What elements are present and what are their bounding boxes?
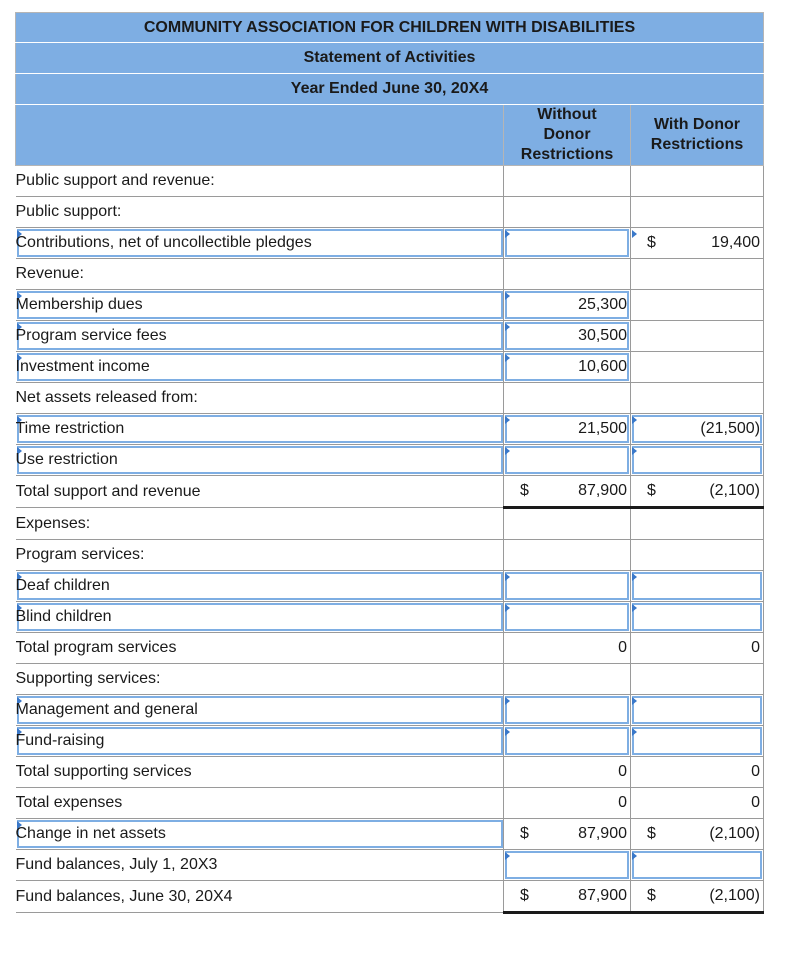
header-period-row — [16, 74, 764, 105]
cell-with-restrictions: $ (2,100) — [631, 476, 764, 508]
cell-with-restrictions: $ (2,100) — [631, 819, 764, 850]
cell-without-restrictions: $ 87,900 — [504, 881, 631, 913]
table-row — [16, 664, 764, 695]
table-row — [16, 445, 764, 476]
cell-without-restrictions: $ 87,900 — [504, 819, 631, 850]
cell-with-restrictions: 0 — [631, 633, 764, 664]
table-row — [16, 540, 764, 571]
cell-without-restrictions: 0 — [504, 788, 631, 819]
input-without-restrictions[interactable] — [504, 850, 631, 881]
table-row — [16, 881, 764, 913]
header-org-row — [16, 13, 764, 43]
input-with-restrictions[interactable]: $ 19,400 — [631, 228, 764, 259]
row-label: Fund balances, June 30, 20X4 — [16, 881, 504, 913]
input-with-restrictions[interactable] — [631, 726, 764, 757]
row-label: Total expenses — [16, 788, 504, 819]
row-label: Fund balances, July 1, 20X3 — [16, 850, 504, 881]
row-label: Supporting services: — [16, 664, 504, 695]
input-with-restrictions[interactable] — [631, 571, 764, 602]
table-row — [16, 695, 764, 726]
input-with-restrictions[interactable] — [631, 695, 764, 726]
row-label: Total program services — [16, 633, 504, 664]
row-label-input[interactable]: Membership dues — [16, 290, 504, 321]
table-row — [16, 414, 764, 445]
row-label: Total support and revenue — [16, 476, 504, 508]
table-row — [16, 757, 764, 788]
table-row — [16, 321, 764, 352]
input-without-restrictions[interactable] — [504, 695, 631, 726]
cell-without-restrictions — [504, 197, 631, 228]
input-without-restrictions[interactable]: 25,300 — [504, 290, 631, 321]
input-with-restrictions[interactable]: (21,500) — [631, 414, 764, 445]
input-with-restrictions[interactable] — [631, 850, 764, 881]
input-with-restrictions[interactable] — [631, 290, 764, 321]
cell-without-restrictions — [504, 508, 631, 540]
row-label: Revenue: — [16, 259, 504, 290]
cell-without-restrictions: 0 — [504, 633, 631, 664]
cell-with-restrictions — [631, 197, 764, 228]
input-with-restrictions[interactable] — [631, 352, 764, 383]
table-row — [16, 197, 764, 228]
row-label: Public support: — [16, 197, 504, 228]
table-row — [16, 633, 764, 664]
statement-title: Statement of Activities — [16, 43, 764, 74]
input-without-restrictions[interactable] — [504, 602, 631, 633]
cell-without-restrictions — [504, 540, 631, 571]
column-header-without-restrictions: Without Donor Restrictions — [504, 105, 631, 166]
org-name: COMMUNITY ASSOCIATION FOR CHILDREN WITH DISABILITIES — [16, 13, 764, 43]
row-label-input[interactable]: Use restriction — [16, 445, 504, 476]
cell-without-restrictions: 0 — [504, 757, 631, 788]
cell-with-restrictions — [631, 508, 764, 540]
row-label-input[interactable]: Fund-raising — [16, 726, 504, 757]
input-without-restrictions[interactable]: 21,500 — [504, 414, 631, 445]
input-without-restrictions[interactable]: 30,500 — [504, 321, 631, 352]
cell-without-restrictions — [504, 166, 631, 197]
table-row — [16, 726, 764, 757]
input-without-restrictions[interactable] — [504, 228, 631, 259]
cell-without-restrictions — [504, 259, 631, 290]
table-row — [16, 788, 764, 819]
table-row — [16, 352, 764, 383]
row-label: Public support and revenue: — [16, 166, 504, 197]
table-row — [16, 850, 764, 881]
cell-with-restrictions: 0 — [631, 757, 764, 788]
input-without-restrictions[interactable]: 10,600 — [504, 352, 631, 383]
cell-without-restrictions: $ 87,900 — [504, 476, 631, 508]
table-row — [16, 819, 764, 850]
input-without-restrictions[interactable] — [504, 571, 631, 602]
input-without-restrictions[interactable] — [504, 726, 631, 757]
cell-with-restrictions: $ (2,100) — [631, 881, 764, 913]
cell-with-restrictions — [631, 664, 764, 695]
row-label: Program services: — [16, 540, 504, 571]
row-label-input[interactable]: Program service fees — [16, 321, 504, 352]
header-title-row — [16, 43, 764, 74]
row-label: Expenses: — [16, 508, 504, 540]
statement-period: Year Ended June 30, 20X4 — [16, 74, 764, 105]
table-row — [16, 602, 764, 633]
table-row — [16, 508, 764, 540]
column-header-row — [16, 105, 764, 166]
row-label-input[interactable]: Blind children — [16, 602, 504, 633]
row-label: Total supporting services — [16, 757, 504, 788]
row-label-input[interactable]: Change in net assets — [16, 819, 504, 850]
column-header-with-restrictions: With Donor Restrictions — [631, 105, 764, 166]
row-label: Net assets released from: — [16, 383, 504, 414]
table-row — [16, 166, 764, 197]
table-row — [16, 476, 764, 508]
label-column-header — [16, 105, 504, 166]
table-row — [16, 259, 764, 290]
cell-without-restrictions — [504, 664, 631, 695]
cell-with-restrictions: 0 — [631, 788, 764, 819]
cell-with-restrictions — [631, 259, 764, 290]
input-with-restrictions[interactable] — [631, 321, 764, 352]
row-label-input[interactable]: Management and general — [16, 695, 504, 726]
input-with-restrictions[interactable] — [631, 602, 764, 633]
cell-with-restrictions — [631, 540, 764, 571]
row-label-input[interactable]: Deaf children — [16, 571, 504, 602]
cell-with-restrictions — [631, 166, 764, 197]
table-row — [16, 383, 764, 414]
row-label-input[interactable]: Time restriction — [16, 414, 504, 445]
input-without-restrictions[interactable] — [504, 445, 631, 476]
input-with-restrictions[interactable] — [631, 445, 764, 476]
table-row — [16, 290, 764, 321]
table-row — [16, 228, 764, 259]
cell-without-restrictions — [504, 383, 631, 414]
row-label-input[interactable]: Contributions, net of uncollectible pledges — [16, 228, 504, 259]
statement-of-activities-table — [15, 12, 764, 914]
row-label-input[interactable]: Investment income — [16, 352, 504, 383]
table-row — [16, 571, 764, 602]
cell-with-restrictions — [631, 383, 764, 414]
